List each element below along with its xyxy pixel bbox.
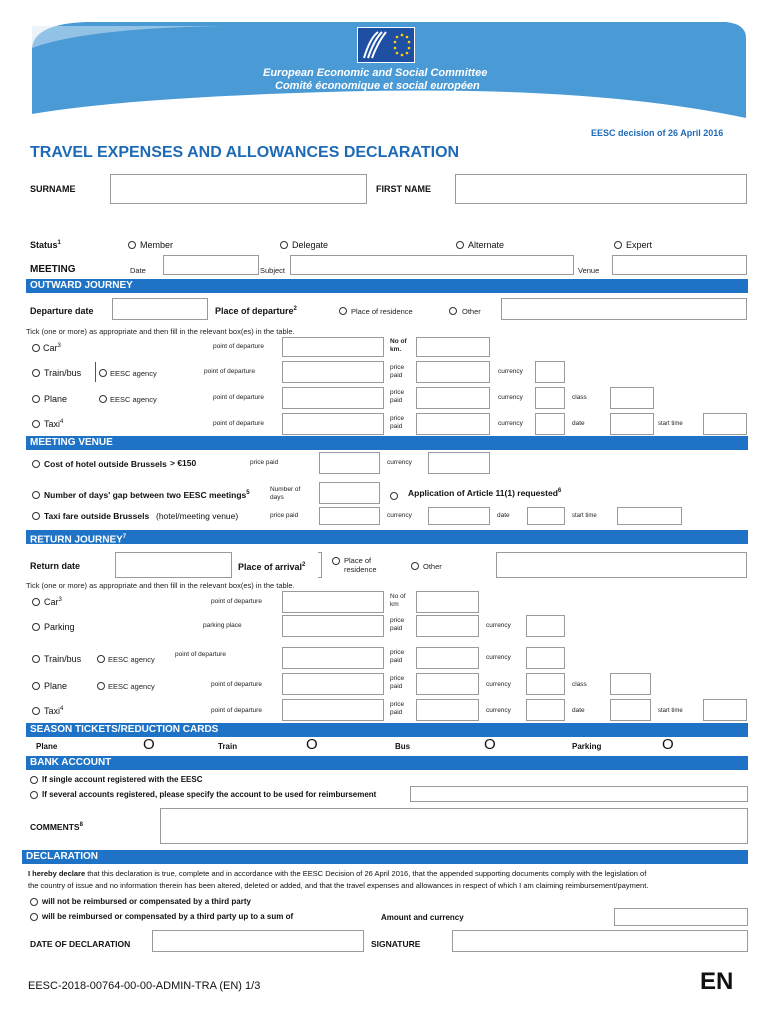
status-alternate-radio[interactable] xyxy=(456,241,464,249)
outward-train-label: Train/bus xyxy=(44,368,82,378)
season-plane-radio[interactable]: O xyxy=(143,736,155,753)
meeting-venue-header: MEETING VENUE xyxy=(26,436,748,450)
reimbursed-label: will be reimbursed or compensated by a third party up to a sum of xyxy=(42,912,294,921)
signature-input[interactable] xyxy=(452,930,748,952)
declaration-text-2: the country of issue and no information therein has been altered, deleted or added, and that the travel expenses and allowances in respect of which I am claiming reimbursement/payment. xyxy=(28,881,649,890)
article-radio[interactable] xyxy=(390,492,398,500)
season-plane-label: Plane xyxy=(36,742,58,751)
outward-plane-label: Plane xyxy=(44,394,68,404)
meeting-subject-label: Subject xyxy=(260,266,286,275)
taxi-fare-currency-input[interactable] xyxy=(428,507,490,525)
arrival-residence-label: Place of residence xyxy=(344,556,377,574)
amount-currency-input[interactable] xyxy=(614,908,748,926)
return-train-label: Train/bus xyxy=(44,654,82,664)
taxi-fare-date-label: date xyxy=(497,512,510,519)
return-taxi-radio[interactable] xyxy=(32,707,40,715)
bank-account-header: BANK ACCOUNT xyxy=(26,756,748,770)
outward-instruction: Tick (one or more) as appropriate and then fill in the relevant box(es) in the table. xyxy=(26,327,295,336)
return-car-point-label: point of departure xyxy=(211,598,262,605)
meeting-venue-input[interactable] xyxy=(612,255,747,275)
outward-taxi-currency-label: currency xyxy=(498,420,523,427)
return-train-currency-input[interactable] xyxy=(526,647,565,669)
return-car-departure-input[interactable] xyxy=(282,591,384,613)
gap-days-input[interactable] xyxy=(319,482,380,504)
return-taxi-departure-input[interactable] xyxy=(282,699,384,721)
return-journey-header: RETURN JOURNEY$^7$ xyxy=(26,530,748,544)
return-taxi-time-input[interactable] xyxy=(703,699,747,721)
outward-taxi-currency-input[interactable] xyxy=(535,413,565,435)
return-taxi-price-input[interactable] xyxy=(416,699,479,721)
return-plane-currency-label: currency xyxy=(486,681,511,688)
hotel-currency-label: currency xyxy=(387,459,412,466)
return-date-input[interactable] xyxy=(115,552,232,578)
departure-residence-label: Place of residence xyxy=(351,307,413,316)
outward-train-point-label: point of departure xyxy=(204,368,255,375)
document-reference: EESC-2018-00764-00-00-ADMIN-TRA (EN) 1/3 xyxy=(28,980,261,992)
return-parking-price-label: price paid xyxy=(390,617,405,632)
meeting-label: MEETING xyxy=(30,264,76,275)
surname-input[interactable] xyxy=(110,174,367,204)
page-title: TRAVEL EXPENSES AND ALLOWANCES DECLARATION xyxy=(30,144,460,161)
return-taxi-price-label: price paid xyxy=(390,701,405,716)
return-parking-place-input[interactable] xyxy=(282,615,384,637)
outward-plane-point-label: point of departure xyxy=(213,394,264,401)
status-expert-radio[interactable] xyxy=(614,241,622,249)
status-alternate-label: Alternate xyxy=(468,240,505,250)
outward-taxi-date-label: date xyxy=(572,420,585,427)
arrival-other-label: Other xyxy=(423,562,442,571)
first-name-input[interactable] xyxy=(455,174,747,204)
article-label: Application of Article 11(1) requested$^6$ xyxy=(408,488,562,498)
departure-date-label: Departure date xyxy=(30,306,94,316)
return-train-agency-label: EESC agency xyxy=(108,655,155,664)
taxi-fare-label: Taxi fare outside Brussels xyxy=(44,511,150,521)
bank-several-radio[interactable] xyxy=(30,791,38,799)
taxi-fare-note: (hotel/meeting venue) xyxy=(156,511,239,521)
return-plane-price-label: price paid xyxy=(390,675,405,690)
outward-train-radio[interactable] xyxy=(32,369,40,377)
comments-input[interactable] xyxy=(160,808,748,844)
return-taxi-time-label: start time xyxy=(658,708,683,714)
status-delegate-radio[interactable] xyxy=(280,241,288,249)
outward-plane-class-input[interactable] xyxy=(610,387,654,409)
bank-account-input[interactable] xyxy=(410,786,748,802)
hotel-radio[interactable] xyxy=(32,460,40,468)
departure-other-label: Other xyxy=(462,307,481,316)
outward-taxi-point-label: point of departure xyxy=(213,420,264,427)
status-label: Status$^1$ xyxy=(30,240,61,250)
meeting-subject-input[interactable] xyxy=(290,255,574,275)
return-train-point-label: point of departure xyxy=(175,651,226,658)
season-parking-radio[interactable]: O xyxy=(662,736,674,753)
outward-plane-price-label: price paid xyxy=(390,389,405,404)
outward-taxi-date-input[interactable] xyxy=(610,413,654,435)
outward-car-km-label: No of km. xyxy=(390,338,407,353)
outward-train-currency-input[interactable] xyxy=(535,361,565,383)
return-taxi-currency-label: currency xyxy=(486,707,511,714)
signature-label: SIGNATURE xyxy=(371,939,421,949)
outward-plane-currency-input[interactable] xyxy=(535,387,565,409)
outward-train-price-input[interactable] xyxy=(416,361,490,383)
return-instruction: Tick (one or more) as appropriate and then fill in the relevant box(es) in the table. xyxy=(26,581,295,590)
gap-days-label: Number of days' gap between two EESC meetings$^5$ xyxy=(44,490,250,500)
place-of-departure-label: Place of departure$^2$ xyxy=(215,306,297,316)
status-expert-label: Expert xyxy=(626,240,653,250)
outward-taxi-time-input[interactable] xyxy=(703,413,747,435)
return-plane-departure-input[interactable] xyxy=(282,673,384,695)
outward-taxi-price-label: price paid xyxy=(390,415,405,430)
comments-label: COMMENTS$^8$ xyxy=(30,822,83,832)
meeting-date-input[interactable] xyxy=(163,255,259,275)
outward-car-radio[interactable] xyxy=(32,344,40,352)
eu-logo-icon xyxy=(357,27,415,63)
taxi-fare-time-label: start time xyxy=(572,513,597,519)
bank-single-label: If single account registered with the EESC xyxy=(42,775,203,784)
return-train-price-input[interactable] xyxy=(416,647,479,669)
outward-taxi-label: Taxi$^4$ xyxy=(44,419,64,429)
season-tickets-header: SEASON TICKETS/REDUCTION CARDS xyxy=(26,723,748,737)
reimbursed-radio[interactable] xyxy=(30,913,38,921)
outward-plane-agency-label: EESC agency xyxy=(110,395,157,404)
return-date-label: Return date xyxy=(30,561,81,571)
return-train-radio[interactable] xyxy=(32,655,40,663)
return-parking-currency-input[interactable] xyxy=(526,615,565,637)
return-taxi-date-label: date xyxy=(572,707,585,714)
return-parking-currency-label: currency xyxy=(486,622,511,629)
return-plane-radio[interactable] xyxy=(32,682,40,690)
taxi-fare-time-input[interactable] xyxy=(617,507,682,525)
outward-train-agency-radio[interactable] xyxy=(99,369,107,377)
arrival-other-radio[interactable] xyxy=(411,562,419,570)
status-member-radio[interactable] xyxy=(128,241,136,249)
taxi-fare-price-label: price paid xyxy=(270,512,299,519)
declaration-text-1: that this declaration is true, complete and in accordance with the EESC Decision of 26 April 2016, that the appended supporting documents comply with the legislation of xyxy=(85,869,647,878)
gap-days-radio[interactable] xyxy=(32,491,40,499)
outward-plane-agency-radio[interactable] xyxy=(99,395,107,403)
amount-currency-label: Amount and currency xyxy=(381,913,464,922)
hotel-threshold: > €150 xyxy=(170,458,197,468)
outward-train-currency-label: currency xyxy=(498,368,523,375)
language-code: EN xyxy=(700,968,734,995)
departure-other-radio[interactable] xyxy=(449,307,457,315)
return-plane-class-label: class xyxy=(572,681,587,688)
hotel-label: Cost of hotel outside Brussels xyxy=(44,459,167,469)
return-parking-place-label: parking place xyxy=(203,622,242,629)
return-taxi-label: Taxi$^4$ xyxy=(44,706,64,716)
outward-car-km-input[interactable] xyxy=(416,337,490,357)
hotel-price-label: price paid xyxy=(250,459,279,466)
outward-plane-radio[interactable] xyxy=(32,395,40,403)
return-car-label: Car$^3$ xyxy=(44,597,62,607)
outward-plane-currency-label: currency xyxy=(498,394,523,401)
declaration-header: DECLARATION xyxy=(22,850,748,864)
outward-taxi-price-input[interactable] xyxy=(416,413,490,435)
departure-residence-radio[interactable] xyxy=(339,307,347,315)
status-member-label: Member xyxy=(140,240,174,250)
return-taxi-point-label: point of departure xyxy=(211,707,262,714)
outward-car-label: Car$^3$ xyxy=(43,343,61,353)
gap-days-number-label: Number of days xyxy=(270,486,301,501)
taxi-fare-currency-label: currency xyxy=(387,512,412,519)
outward-plane-class-label: class xyxy=(572,394,587,401)
org-name-en: European Economic and Social Committee xyxy=(263,67,488,79)
decision-reference: EESC decision of 26 April 2016 xyxy=(591,128,724,138)
return-plane-price-input[interactable] xyxy=(416,673,479,695)
not-reimbursed-label: will not be reimbursed or compensated by a third party xyxy=(42,897,251,906)
return-train-currency-label: currency xyxy=(486,654,511,661)
meeting-venue-label: Venue xyxy=(578,266,600,275)
hotel-currency-input[interactable] xyxy=(428,452,490,474)
return-train-agency-radio[interactable] xyxy=(97,655,105,663)
outward-train-price-label: price paid xyxy=(390,364,405,379)
status-delegate-label: Delegate xyxy=(292,240,329,250)
departure-date-input[interactable] xyxy=(112,298,208,320)
taxi-fare-date-input[interactable] xyxy=(527,507,565,525)
declaration-date-label: DATE OF DECLARATION xyxy=(30,939,131,949)
return-car-km-label: No of km xyxy=(390,593,406,608)
outward-divider xyxy=(95,362,96,382)
season-bus-label: Bus xyxy=(395,742,411,751)
place-of-arrival-label: Place of arrival$^2$ xyxy=(238,562,306,572)
return-plane-currency-input[interactable] xyxy=(526,673,565,695)
outward-journey-header: OUTWARD JOURNEY xyxy=(26,279,748,293)
outward-train-agency-label: EESC agency xyxy=(110,369,157,378)
return-taxi-currency-input[interactable] xyxy=(526,699,565,721)
bank-single-radio[interactable] xyxy=(30,776,38,784)
hotel-price-input[interactable] xyxy=(319,452,380,474)
arrival-other-input[interactable] xyxy=(496,552,747,578)
declaration-lead: I hereby declare xyxy=(28,869,86,878)
outward-car-departure-input[interactable] xyxy=(282,337,384,357)
outward-plane-price-input[interactable] xyxy=(416,387,490,409)
taxi-fare-radio[interactable] xyxy=(32,512,40,520)
surname-label: SURNAME xyxy=(30,184,76,194)
season-bus-radio[interactable]: O xyxy=(484,736,496,753)
return-train-price-label: price paid xyxy=(390,649,405,664)
outward-taxi-time-label: start time xyxy=(658,421,683,427)
return-taxi-date-input[interactable] xyxy=(610,699,651,721)
return-parking-radio[interactable] xyxy=(32,623,40,631)
outward-car-point-label: point of departure xyxy=(213,343,264,350)
taxi-fare-price-input[interactable] xyxy=(319,507,380,525)
org-name-fr: Comité économique et social européen xyxy=(275,80,480,92)
return-parking-label: Parking xyxy=(44,622,75,632)
meeting-date-label: Date xyxy=(130,266,146,275)
return-plane-class-input[interactable] xyxy=(610,673,651,695)
return-plane-label: Plane xyxy=(44,681,68,691)
bank-several-label: If several accounts registered, please specify the account to be used for reimbursement xyxy=(42,790,377,799)
return-car-radio[interactable] xyxy=(32,598,40,606)
not-reimbursed-radio[interactable] xyxy=(30,898,38,906)
return-plane-agency-radio[interactable] xyxy=(97,682,105,690)
outward-train-departure-input[interactable] xyxy=(282,361,384,383)
return-plane-agency-label: EESC agency xyxy=(108,682,155,691)
return-train-departure-input[interactable] xyxy=(282,647,384,669)
declaration-date-input[interactable] xyxy=(152,930,364,952)
place-of-arrival-input[interactable] xyxy=(318,552,322,578)
return-plane-point-label: point of departure xyxy=(211,681,262,688)
outward-taxi-departure-input[interactable] xyxy=(282,413,384,435)
first-name-label: FIRST NAME xyxy=(376,184,431,194)
season-train-radio[interactable]: O xyxy=(306,736,318,753)
season-parking-label: Parking xyxy=(572,742,602,751)
season-train-label: Train xyxy=(218,742,238,751)
declaration-text xyxy=(28,868,748,892)
outward-plane-departure-input[interactable] xyxy=(282,387,384,409)
departure-other-input[interactable] xyxy=(501,298,747,320)
return-car-km-input[interactable] xyxy=(416,591,479,613)
return-parking-price-input[interactable] xyxy=(416,615,479,637)
outward-taxi-radio[interactable] xyxy=(32,420,40,428)
